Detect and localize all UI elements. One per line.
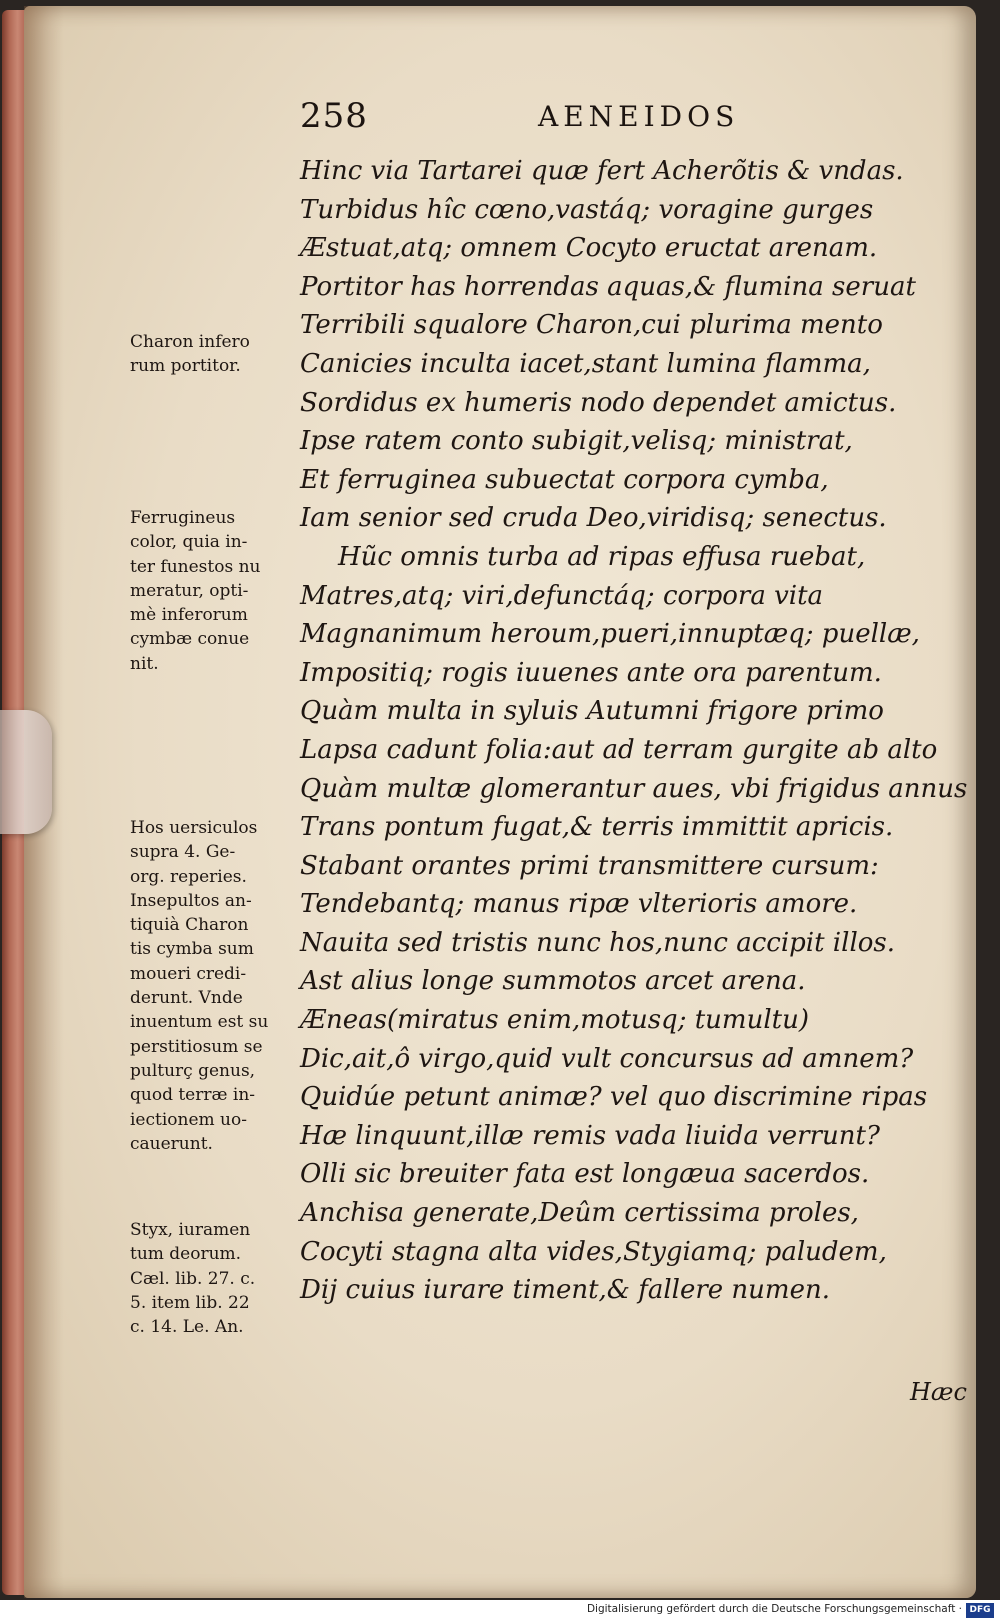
verse-line: Quàm multa in syluis Autumni frigore primo <box>300 696 884 727</box>
note-line: rum portitor. <box>130 356 241 377</box>
footer-bar <box>0 1600 1000 1622</box>
marginal-note-styx <box>130 1218 295 1339</box>
verse-line: Lapsa cadunt folia:aut ad terram gurgite ab alto <box>300 734 938 765</box>
verse-line: Quidúe petunt animæ? vel quo discrimine ripas <box>300 1082 928 1113</box>
running-head: AENEIDOS <box>538 100 740 133</box>
note-line: tum deorum. <box>130 1244 242 1265</box>
note-line: Charon infero <box>130 332 250 352</box>
note-line: perstitiosum se <box>130 1036 263 1057</box>
note-line: supra 4. Ge- <box>130 842 236 863</box>
verse-line: Portitor has horrendas aquas,& flumina seruat <box>300 271 916 302</box>
verse-line: Hũc omnis turba ad ripas effusa ruebat, <box>338 541 866 572</box>
note-line: tiquià Charon <box>130 915 249 936</box>
verse-line: Ipse ratem conto subigit,velisq; ministrat, <box>300 426 853 457</box>
note-line: tis cymba sum <box>130 939 254 960</box>
verse-line: Impositiq; rogis iuuenes ante ora parentum. <box>300 657 882 688</box>
note-line: Insepultos an- <box>130 890 252 911</box>
note-line: iectionem uo- <box>130 1109 247 1130</box>
note-line: meratur, opti- <box>130 580 249 601</box>
note-line: inuentum est su <box>130 1012 269 1033</box>
verse-line: Et ferruginea subuectat corpora cymba, <box>300 464 829 495</box>
footer-credit: Digitalisierung gefördert durch die Deutsche Forschungsgemeinschaft · <box>586 1603 962 1615</box>
dfg-logo: DFG <box>966 1603 994 1618</box>
note-line: mè inferorum <box>130 605 248 626</box>
note-line: nit. <box>130 653 159 674</box>
note-line: color, quia in- <box>130 532 248 553</box>
marginal-note-charon <box>130 330 295 379</box>
note-line: pulturç genus, <box>130 1060 256 1081</box>
note-line: cauerunt. <box>130 1133 213 1154</box>
note-line: moueri credi- <box>130 963 247 984</box>
verse-line: Olli sic breuiter fata est longæua sacerdos. <box>300 1159 870 1190</box>
verse-line: Hæ linquunt,illæ remis vada liuida verrunt? <box>300 1120 880 1151</box>
verse-line: Æstuat,atq; omnem Cocyto eructat arenam. <box>300 233 878 264</box>
verse-line: Anchisa generate,Deûm certissima proles, <box>300 1198 859 1229</box>
verse-line: Terribili squalore Charon,cui plurima mento <box>300 310 883 341</box>
verse-line: Tendebantq; manus ripæ vlterioris amore. <box>300 889 858 920</box>
verse-line: Nauita sed tristis nunc hos,nunc accipit illos. <box>300 927 896 958</box>
verse-line: Turbidus hîc cœno,vastáq; voragine gurges <box>300 194 874 225</box>
verse-line: Stabant orantes primi transmittere cursum: <box>300 850 879 881</box>
verse-block <box>300 152 968 1310</box>
verse-line: Matres,atq; viri,defunctáq; corpora vita <box>300 580 824 611</box>
catchword: Hæc <box>910 1378 967 1406</box>
verse-line: Sordidus ex humeris nodo dependet amictus. <box>300 387 897 418</box>
note-line: 5. item lib. 22 <box>130 1292 250 1313</box>
marginal-note-ferrugineus <box>130 506 295 676</box>
note-line: Styx, iuramen <box>130 1220 251 1240</box>
verse-line: Magnanimum heroum,pueri,innuptæq; puellæ, <box>300 619 920 650</box>
verse-line: Æneas(miratus enim,motusq; tumultu) <box>300 1005 809 1036</box>
verse-line: Ast alius longe summotos arcet arena. <box>300 966 806 997</box>
verse-line: Hinc via Tartarei quæ fert Acherõtis & vndas. <box>300 156 904 186</box>
note-line: ter funestos nu <box>130 556 261 577</box>
note-line: derunt. Vnde <box>130 988 243 1009</box>
marginal-note-uersiculos <box>130 816 295 1156</box>
verse-line: Dij cuius iurare timent,& fallere numen. <box>300 1275 830 1306</box>
page-number: 258 <box>300 96 368 136</box>
note-line: org. reperies. <box>130 866 247 887</box>
verse-line: Canicies inculta iacet,stant lumina flamma, <box>300 348 871 379</box>
note-line: Hos uersiculos <box>130 818 258 838</box>
verse-line: Dic,ait,ô virgo,quid vult concursus ad amnem? <box>300 1043 914 1074</box>
page-clip <box>0 710 52 834</box>
note-line: Cæl. lib. 27. c. <box>130 1268 256 1289</box>
verse-line: Quàm multæ glomerantur aues, vbi frigidus annus <box>300 773 968 804</box>
note-line: c. 14. Le. An. <box>130 1317 244 1338</box>
note-line: quod terræ in- <box>130 1085 256 1106</box>
page-header <box>300 96 800 146</box>
note-line: cymbæ conue <box>130 629 250 650</box>
verse-line: Trans pontum fugat,& terris immittit apricis. <box>300 812 894 843</box>
verse-line: Cocyti stagna alta vides,Stygiamq; paludem, <box>300 1236 887 1267</box>
verse-line: Iam senior sed cruda Deo,viridisq; senectus. <box>300 503 887 534</box>
note-line: Ferrugineus <box>130 508 236 528</box>
